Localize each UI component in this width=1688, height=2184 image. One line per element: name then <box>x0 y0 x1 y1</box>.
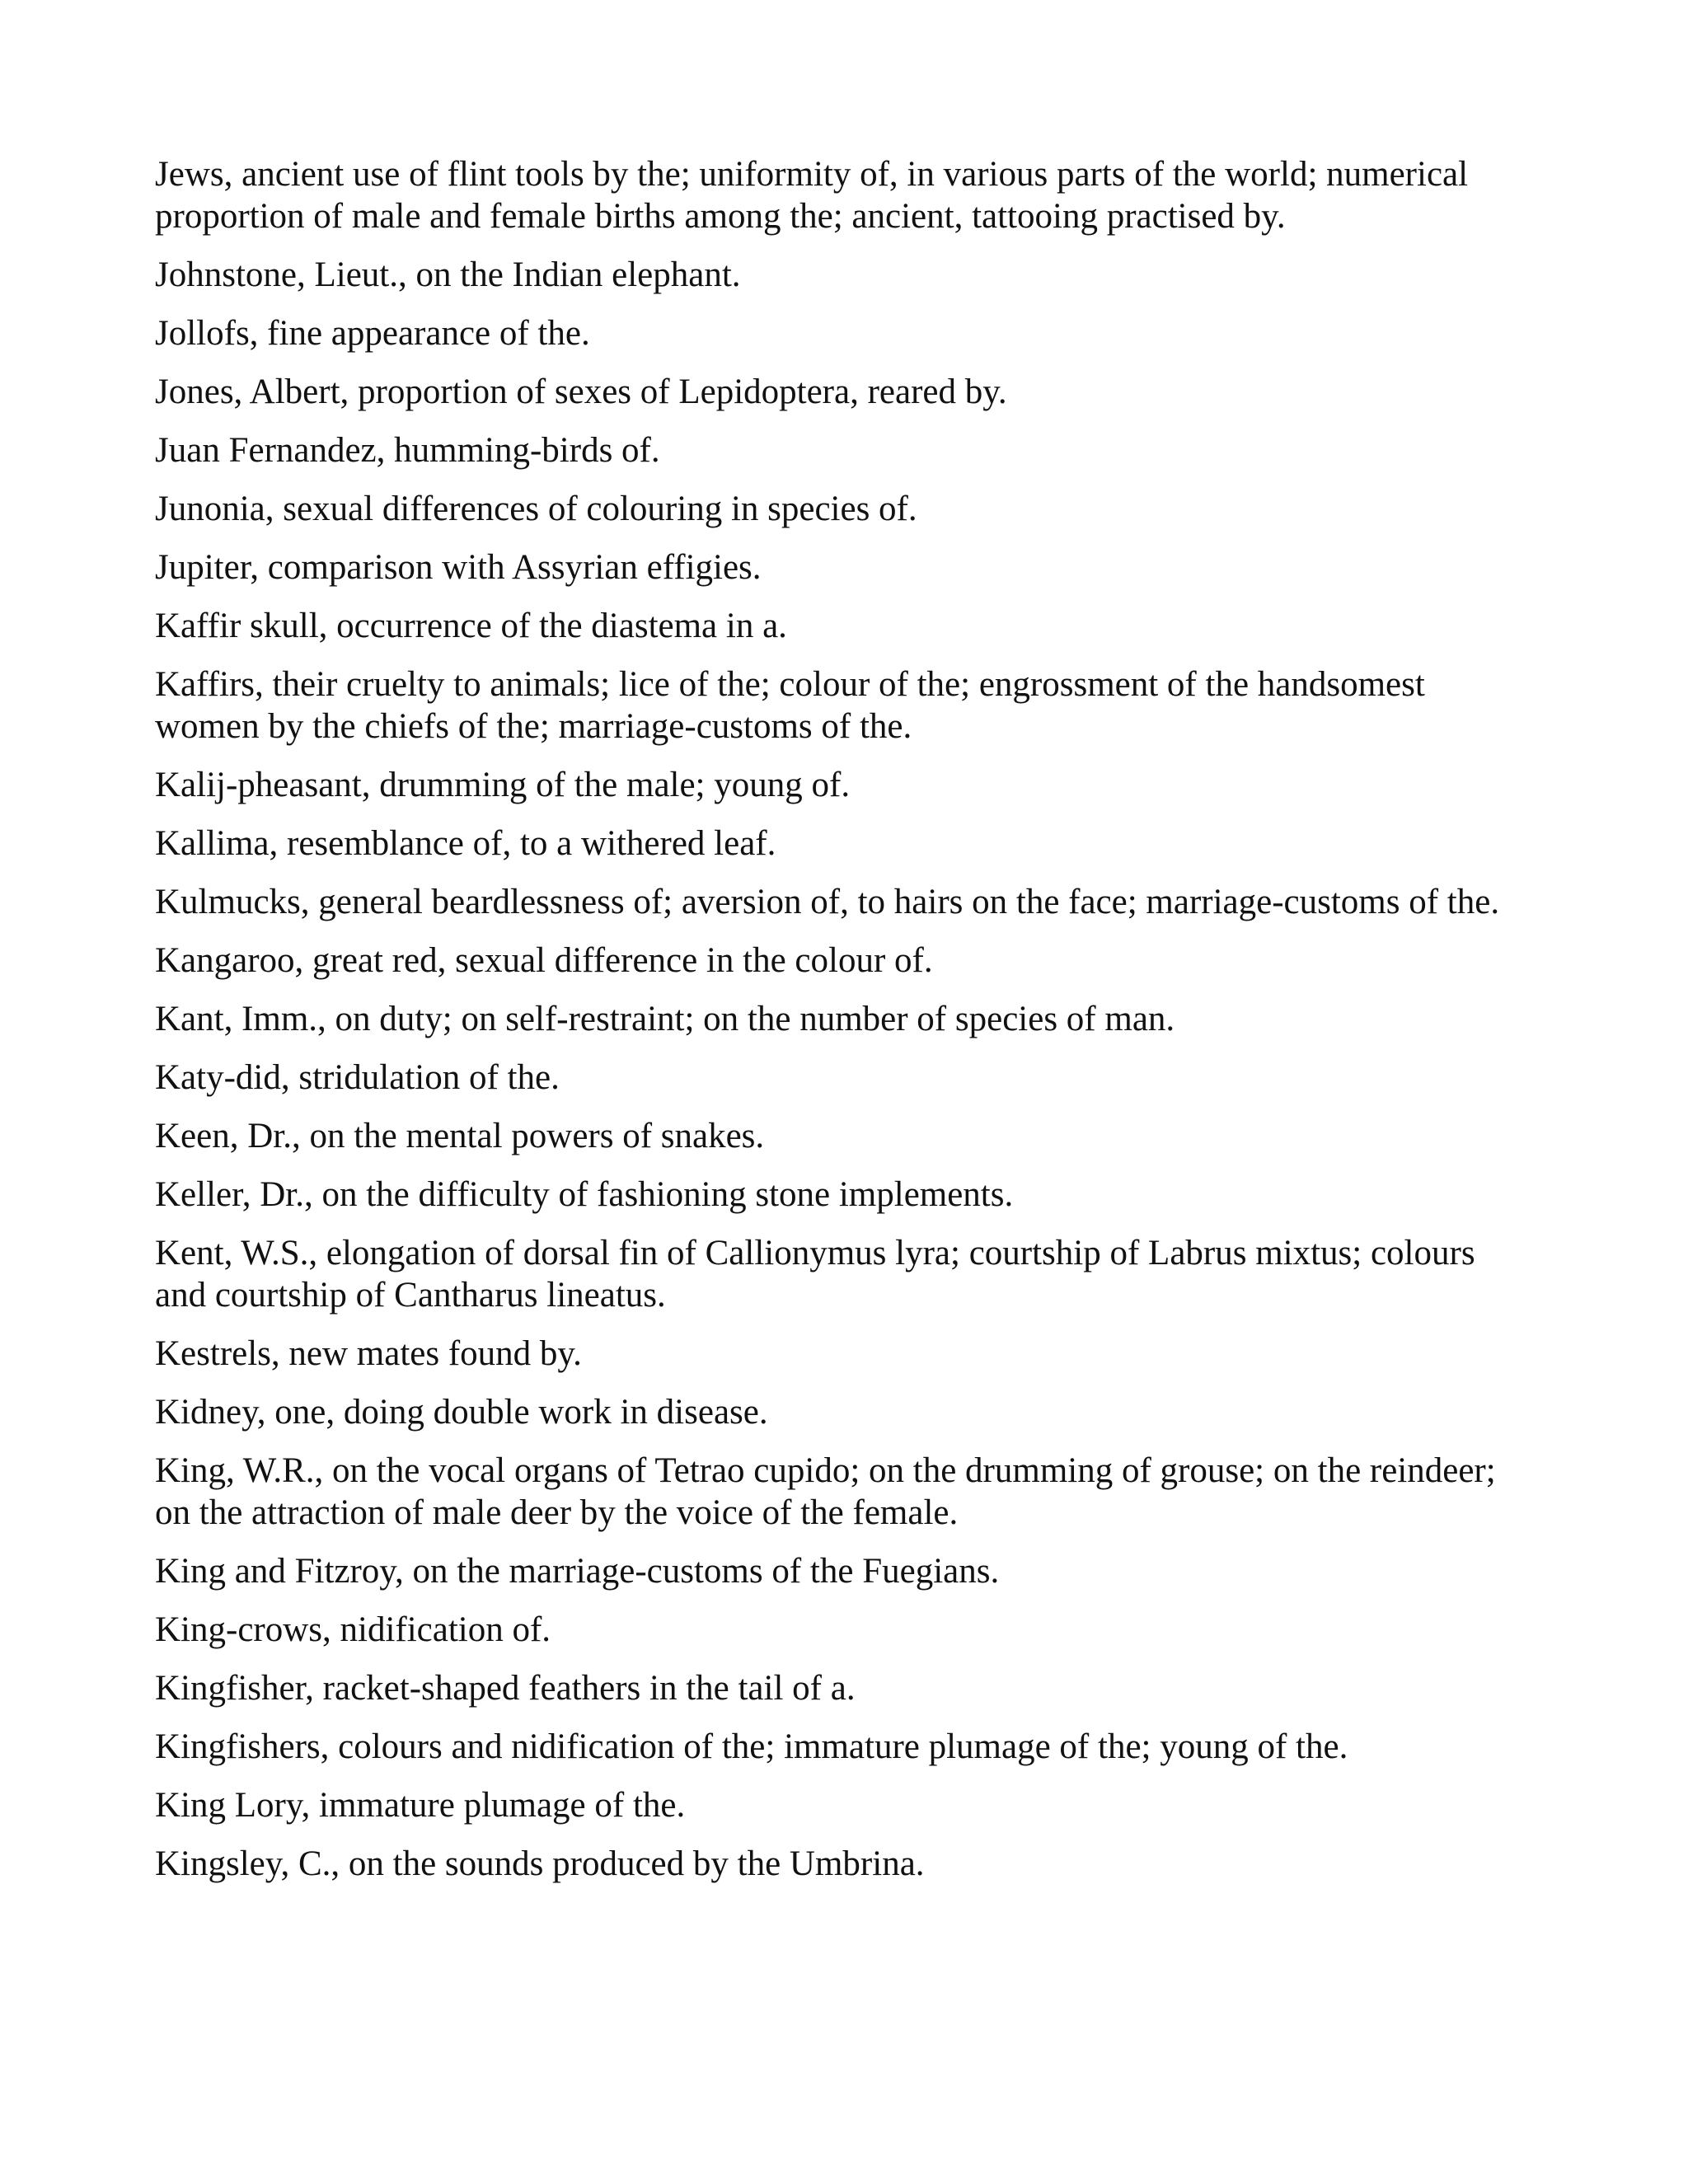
index-entry: King Lory, immature plumage of the. <box>155 1786 686 1825</box>
index-entry: King and Fitzroy, on the marriage-customs of the Fuegians. <box>155 1552 1000 1591</box>
index-entry: Johnstone, Lieut., on the Indian elephant. <box>155 255 741 294</box>
index-entry: Juan Fernandez, humming-birds of. <box>155 431 660 470</box>
index-entry: Junonia, sexual differences of colouring in species of. <box>155 490 917 528</box>
index-entry: Kulmucks, general beardlessness of; aversion of, to hairs on the face; marriage-customs of the. <box>155 883 1500 921</box>
index-entry: King, W.R., on the vocal organs of Tetrao cupido; on the drumming of grouse; on the reindeer; on the attraction of male deer by the voice of the female. <box>155 1451 1496 1532</box>
index-entry: Kallima, resemblance of, to a withered leaf. <box>155 824 776 863</box>
index-entry: Kangaroo, great red, sexual difference in the colour of. <box>155 941 933 980</box>
index-entry: Kaffirs, their cruelty to animals; lice of the; colour of the; engrossment of the handsomest women by the chiefs of the; marriage-customs of the. <box>155 665 1425 746</box>
index-entry: Jones, Albert, proportion of sexes of Lepidoptera, reared by. <box>155 373 1007 411</box>
index-entry: Jupiter, comparison with Assyrian effigies. <box>155 548 762 587</box>
index-entry: Keller, Dr., on the difficulty of fashioning stone implements. <box>155 1175 1014 1214</box>
index-entry: Kingsley, C., on the sounds produced by the Umbrina. <box>155 1844 925 1883</box>
index-entry: Jollofs, fine appearance of the. <box>155 314 590 353</box>
index-entry: Katy-did, stridulation of the. <box>155 1058 560 1097</box>
index-entry: Kestrels, new mates found by. <box>155 1334 582 1373</box>
index-entry: Kant, Imm., on duty; on self-restraint; on the number of species of man. <box>155 1000 1175 1038</box>
index-entry: Kingfishers, colours and nidification of the; immature plumage of the; young of the. <box>155 1727 1348 1766</box>
index-page <box>155 153 1523 1901</box>
index-entry: King-crows, nidification of. <box>155 1610 551 1649</box>
index-entry: Kent, W.S., elongation of dorsal fin of Callionymus lyra; courtship of Labrus mixtus; colours and courtship of Cantharus lineatus. <box>155 1234 1475 1315</box>
index-entry: Jews, ancient use of flint tools by the; uniformity of, in various parts of the world; numerical proportion of male and female births among the; ancient, tattooing practised by. <box>155 155 1469 236</box>
index-entry: Kingfisher, racket-shaped feathers in the tail of a. <box>155 1669 856 1708</box>
index-entry: Kidney, one, doing double work in disease. <box>155 1393 768 1432</box>
index-entry: Kalij-pheasant, drumming of the male; young of. <box>155 766 851 804</box>
index-entry: Kaffir skull, occurrence of the diastema in a. <box>155 607 787 645</box>
index-entry: Keen, Dr., on the mental powers of snakes. <box>155 1117 765 1155</box>
